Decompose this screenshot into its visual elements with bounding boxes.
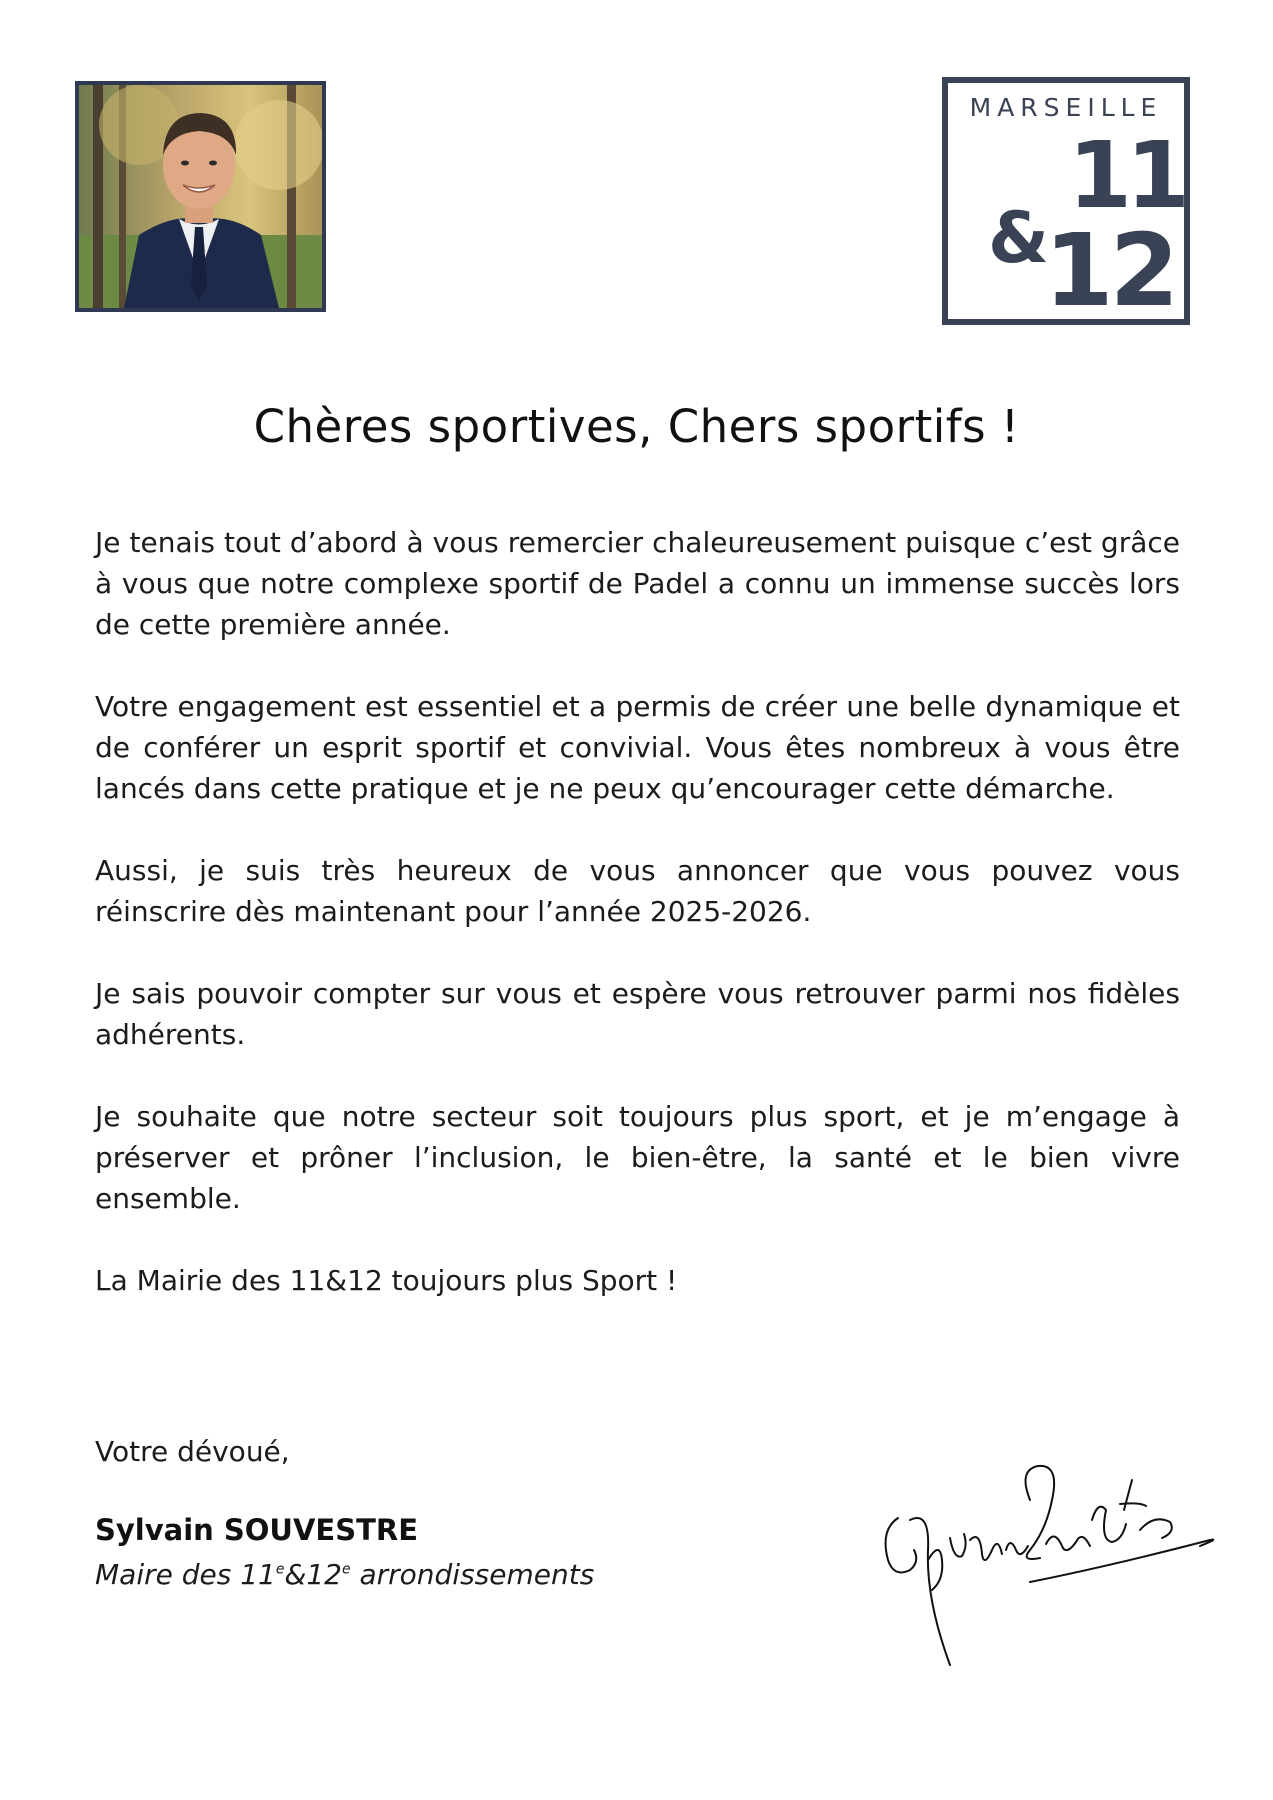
signer-title-suffix: arrondissements — [350, 1558, 595, 1591]
signer-title — [95, 1558, 594, 1591]
paragraph-reinscription: Aussi, je suis très heureux de vous annoncer que vous pouvez vous réinscrire dès maintenant pour l’année 2025-2026. — [95, 854, 1180, 928]
paragraph-thanks: Je tenais tout d’abord à vous remercier chaleureusement puisque c’est grâce à vous que notre complexe sportif de Padel a connu un immense succès lors de cette première année. — [95, 526, 1180, 641]
logo-mark-bottom: 12 — [1044, 212, 1176, 317]
logo-mark-amp: & — [988, 197, 1050, 279]
closing-salutation: Votre dévoué, — [95, 1435, 290, 1468]
handwritten-signature — [870, 1450, 1230, 1680]
letter-body — [95, 522, 1180, 1301]
logo-city-label: MARSEILLE — [969, 93, 1163, 122]
signer-title-sup1: e — [275, 1561, 285, 1578]
logo-mark — [948, 127, 1184, 317]
logo-mark-top: 11 — [1068, 127, 1184, 229]
portrait-image — [79, 85, 322, 308]
signer-title-mid: &12 — [284, 1558, 342, 1591]
signer-title-prefix: Maire des 11 — [95, 1558, 276, 1591]
signer-title-sup2: e — [341, 1561, 351, 1578]
letter-title: Chères sportives, Chers sportifs ! — [253, 400, 1020, 453]
mayor-portrait — [75, 81, 326, 312]
paragraph-loyalty: Je sais pouvoir compter sur vous et espère vous retrouver parmi nos fidèles adhérents. — [95, 977, 1180, 1051]
marseille-11-12-logo — [942, 77, 1190, 325]
paragraph-engagement: Votre engagement est essentiel et a permis de créer une belle dynamique et de conférer un esprit sportif et convivial. Vous êtes nombreux à vous être lancés dans cette pratique et je ne peux qu’encourager cette démarche. — [95, 690, 1180, 805]
paragraph-slogan: La Mairie des 11&12 toujours plus Sport ! — [95, 1264, 678, 1297]
paragraph-inclusion: Je souhaite que notre secteur soit toujours plus sport, et je m’engage à préserver et prôner l’inclusion, le bien-être, la santé et le bien vivre ensemble. — [95, 1100, 1180, 1215]
signer-name: Sylvain SOUVESTRE — [95, 1513, 419, 1547]
